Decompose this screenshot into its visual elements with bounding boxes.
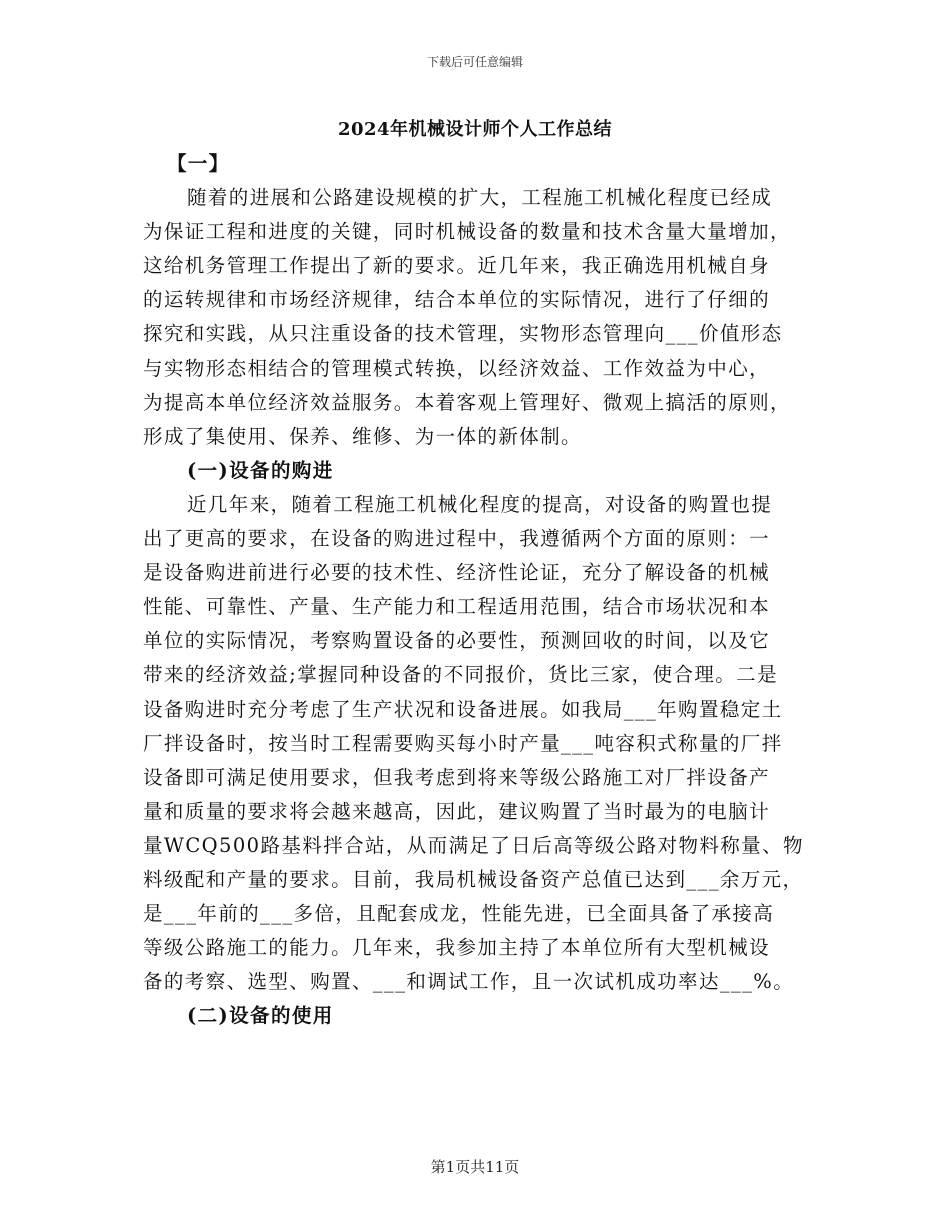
section-heading: (一)设备的购进	[187, 458, 334, 482]
paragraph-line: 是___年前的___多倍，且配套成龙，性能先进，已全面具备了承接高	[143, 902, 775, 926]
paragraph-line: 探究和实践，从只注重设备的技术管理，实物形态管理向___价值形态	[143, 322, 783, 346]
paragraph-line: 厂拌设备时，按当时工程需要购买每小时产量___吨容积式称量的厂拌	[143, 731, 783, 755]
paragraph-line: 性能、可靠性、产量、生产能力和工程适用范围，结合市场状况和本	[143, 595, 771, 619]
paragraph-line: 带来的经济效益;掌握同种设备的不同报价，货比三家，使合理。二是	[143, 663, 778, 687]
paragraph-line: 随着的进展和公路建设规模的扩大，工程施工机械化程度已经成	[187, 186, 773, 210]
paragraph-line: 量WCQ500路基料拌合站，从而满足了日后高等级公路对物料称量、物	[143, 833, 804, 857]
paragraph-line: 近几年来，随着工程施工机械化程度的提高，对设备的购置也提	[187, 492, 773, 516]
paragraph-line: 单位的实际情况，考察购置设备的必要性，预测回收的时间，以及它	[143, 629, 771, 653]
body-lines	[143, 181, 808, 1033]
paragraph-line: 备的考察、选型、购置、___和调试工作，且一次试机成功率达___%。	[143, 970, 795, 994]
document-title: 2024年机械设计师个人工作总结	[337, 119, 613, 140]
paragraph-line: 设备购进时充分考虑了生产状况和设备进展。如我局___年购置稳定土	[143, 697, 783, 721]
paragraph-line: 出了更高的要求，在设备的购进过程中，我遵循两个方面的原则：一	[143, 527, 771, 551]
section-heading: (二)设备的使用	[187, 1004, 334, 1028]
paragraph-line: 等级公路施工的能力。几年来，我参加主持了本单位所有大型机械设	[143, 936, 771, 960]
paragraph-line: 设备即可满足使用要求，但我考虑到将来等级公路施工对厂拌设备产	[143, 765, 771, 789]
part-label: 【一】	[167, 152, 230, 175]
paragraph-line: 料级配和产量的要求。目前，我局机械设备资产总值已达到___余万元，	[143, 867, 804, 891]
paragraph-line: 为保证工程和进度的关键，同时机械设备的数量和技术含量大量增加，	[143, 220, 791, 244]
paragraph-line: 与实物形态相结合的管理模式转换，以经济效益、工作效益为中心，	[143, 356, 771, 380]
paragraph-line: 为提高本单位经济效益服务。本着客观上管理好、微观上搞活的原则，	[143, 390, 791, 414]
page-indicator: 第1页共11页	[430, 1158, 520, 1176]
document-body	[143, 147, 808, 1033]
paragraph-line: 量和质量的要求将会越来越高，因此，建议购置了当时最为的电脑计	[143, 799, 771, 823]
paragraph-line: 形成了集使用、保养、维修、为一体的新体制。	[143, 424, 582, 448]
paragraph-line: 是设备购进前进行必要的技术性、经济性论证，充分了解设备的机械	[143, 561, 771, 585]
paragraph-line: 这给机务管理工作提出了新的要求。近几年来，我正确选用机械自身	[143, 254, 771, 278]
paragraph-line: 的运转规律和市场经济规律，结合本单位的实际情况，进行了仔细的	[143, 288, 771, 312]
header-note: 下载后可任意编辑	[426, 55, 523, 69]
